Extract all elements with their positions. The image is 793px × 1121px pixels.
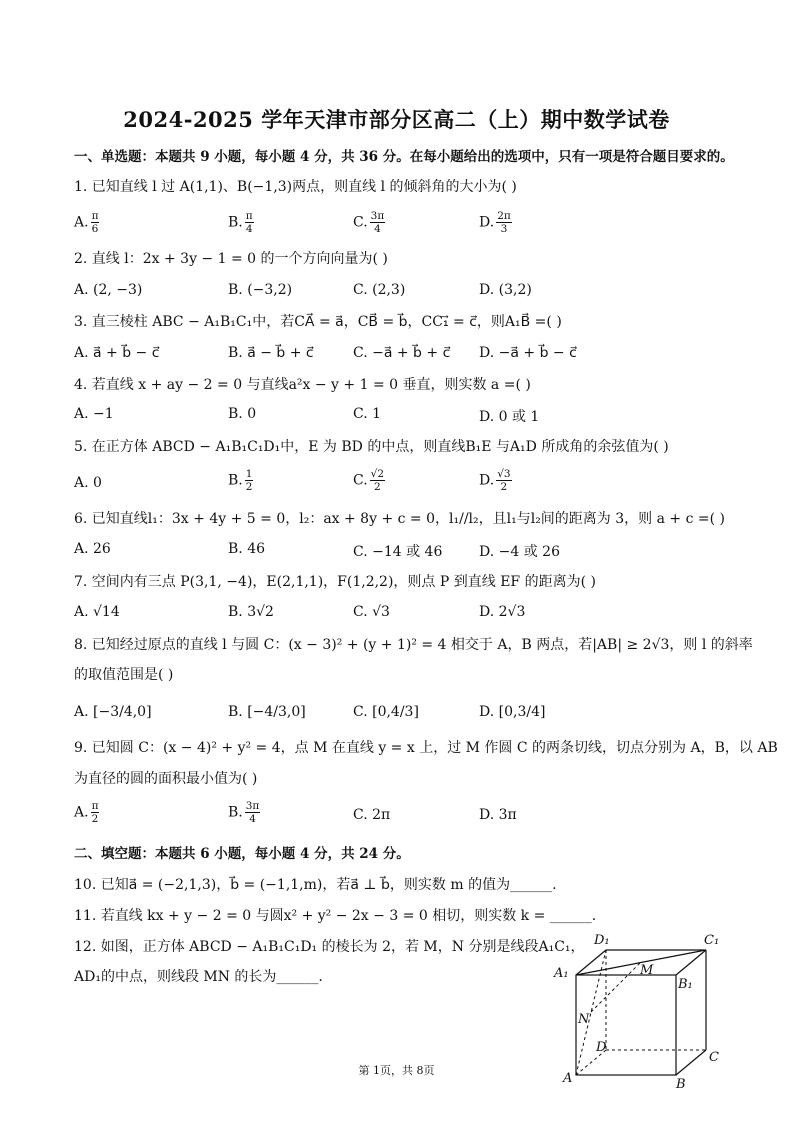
q4-option-b: B. 0 — [228, 406, 257, 422]
label-n: N — [578, 1012, 590, 1027]
label-c1: C₁ — [704, 933, 720, 948]
question-6: 6. 已知直线l₁：3x + 4y + 5 = 0，l₂：ax + 8y + c = 0，l₁//l₂，且l₁与l₂间的距离为 3，则 a + c =( ) — [74, 511, 725, 527]
q5-option-c: C. $\frac{√2}{2}$ — [353, 468, 385, 493]
question-12-cont: AD₁的中点，则线段 MN 的长为______. — [74, 969, 323, 985]
question-11: 11. 若直线 kx + y − 2 = 0 与圆x² + y² − 2x − 3 = 0 相切，则实数 k = ______. — [74, 908, 597, 924]
q9-option-c: C. 2π — [353, 807, 391, 823]
q1-option-d: D. $\frac{2\pi}{3}$ — [479, 210, 511, 235]
q5-option-b: B. $\frac{1}{2}$ — [228, 468, 253, 493]
question-10: 10. 已知a⃗ = (−2,1,3)，b⃗ = (−1,1,m)，若a⃗ ⊥ b⃗，则实数 m 的值为______. — [74, 877, 557, 893]
q7-option-c: C. √3 — [353, 604, 390, 620]
q3-option-b: B. a⃗ − b⃗ + c⃗ — [228, 345, 314, 361]
label-a: A — [563, 1071, 573, 1086]
question-8-cont: 的取值范围是( ) — [74, 667, 174, 683]
question-1: 1. 已知直线 l 过 A(1,1)、B(−1,3)两点，则直线 l 的倾斜角的大小为( ) — [74, 179, 517, 195]
q2-option-b: B. (−3,2) — [228, 282, 293, 298]
q8-option-a: A. [−3/4,0] — [74, 704, 152, 720]
q8-option-b: B. [−4/3,0] — [228, 704, 306, 720]
q9-option-b: B. $\frac{3\pi}{4}$ — [228, 800, 260, 825]
q5-option-d: D. $\frac{√3}{2}$ — [479, 468, 511, 493]
edge-b1-c1 — [676, 950, 706, 975]
q4-option-d: D. 0 或 1 — [479, 409, 540, 425]
q2-option-d: D. (3,2) — [479, 282, 532, 298]
q6-option-d: D. −4 或 26 — [479, 544, 560, 560]
q6-option-a: A. 26 — [74, 541, 111, 557]
question-7: 7. 空间内有三点 P(3,1, −4)，E(2,1,1)，F(1,2,2)，则点 P 到直线 EF 的距离为( ) — [74, 574, 596, 590]
q6-option-c: C. −14 或 46 — [353, 544, 443, 560]
question-4: 4. 若直线 x + ay − 2 = 0 与直线a²x − y + 1 = 0 垂直，则实数 a =( ) — [74, 377, 531, 393]
label-a1: A₁ — [554, 966, 569, 981]
q7-option-d: D. 2√3 — [479, 604, 526, 620]
q7-option-b: B. 3√2 — [228, 604, 274, 620]
label-d: D — [596, 1040, 607, 1055]
q3-option-c: C. −a⃗ + b⃗ + c⃗ — [353, 345, 451, 361]
q6-option-b: B. 46 — [228, 541, 266, 557]
question-2: 2. 直线 l：2x + 3y − 1 = 0 的一个方向向量为( ) — [74, 251, 388, 267]
q1-option-a: A. $\frac{\pi}{6}$ — [74, 210, 99, 235]
question-12: 12. 如图，正方体 ABCD − A₁B₁C₁D₁ 的棱长为 2，若 M，N 分别是线段A₁C₁， — [74, 939, 585, 955]
label-m: M — [640, 963, 654, 978]
label-b: B — [676, 1077, 686, 1090]
q7-option-a: A. √14 — [74, 604, 120, 620]
q4-option-c: C. 1 — [353, 406, 382, 422]
question-3: 3. 直三棱柱 ABC − A₁B₁C₁中，若CA⃗ = a⃗，CB⃗ = b⃗，CC₁⃗ = c⃗，则A₁B⃗ =( ) — [74, 314, 562, 330]
edge-a1-d1 — [576, 950, 606, 975]
q4-option-a: A. −1 — [74, 406, 114, 422]
q9-option-d: D. 3π — [479, 807, 517, 823]
label-c: C — [709, 1050, 719, 1065]
q3-option-d: D. −a⃗ + b⃗ − c⃗ — [479, 345, 577, 361]
segment-n-m — [591, 962, 641, 1012]
label-d1: D₁ — [594, 933, 610, 948]
q2-option-c: C. (2,3) — [353, 282, 406, 298]
question-8: 8. 已知经过原点的直线 l 与圆 C：(x − 3)² + (y + 1)² = 4 相交于 A，B 两点，若|AB| ≥ 2√3，则 l 的斜率 — [74, 637, 753, 653]
section-1-header: 一、单选题：本题共 9 小题，每小题 4 分，共 36 分。在每小题给出的选项中，只有一项是符合题目要求的。 — [74, 149, 734, 165]
label-b1: B₁ — [678, 977, 693, 992]
question-9-cont: 为直径的圆的面积最小值为( ) — [74, 771, 258, 787]
q1-option-c: C. $\frac{3\pi}{4}$ — [353, 210, 385, 235]
q8-option-d: D. [0,3/4] — [479, 704, 546, 720]
q9-option-a: A. $\frac{\pi}{2}$ — [74, 800, 99, 825]
section-2-header: 二、填空题：本题共 6 小题，每小题 4 分，共 24 分。 — [74, 846, 410, 862]
question-9: 9. 已知圆 C：(x − 4)² + y² = 4，点 M 在直线 y = x 上，过 M 作圆 C 的两条切线，切点分别为 A，B，以 AB — [74, 740, 778, 756]
q1-option-b: B. $\frac{\pi}{4}$ — [228, 210, 253, 235]
q8-option-c: C. [0,4/3] — [353, 704, 419, 720]
q5-option-a: A. 0 — [74, 475, 102, 491]
cube-front-face — [576, 975, 676, 1075]
page-footer: 第 1页，共 8页 — [358, 1064, 435, 1077]
page-title: 2024-2025 学年天津市部分区高二（上）期中数学试卷 — [123, 107, 670, 132]
question-5: 5. 在正方体 ABCD − A₁B₁C₁D₁中，E 为 BD 的中点，则直线B₁E 与A₁D 所成角的余弦值为( ) — [74, 439, 669, 455]
q2-option-a: A. (2, −3) — [74, 282, 143, 298]
q3-option-a: A. a⃗ + b⃗ − c⃗ — [74, 345, 160, 361]
